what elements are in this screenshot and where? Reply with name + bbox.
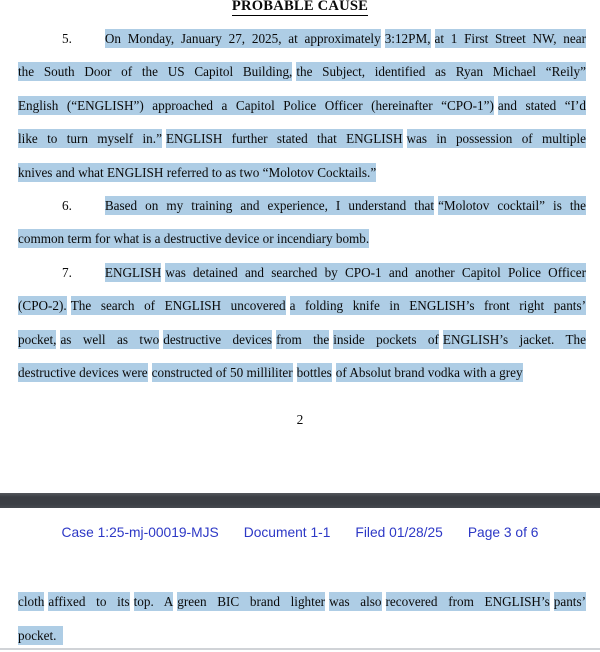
highlighted-text: bottles xyxy=(296,364,332,380)
highlighted-text: English (“ENGLISH”) approached a Capitol Police Officer (hereinafter “CPO-1”) xyxy=(18,97,494,113)
highlighted-text: at 1 First Street NW, near xyxy=(434,31,586,46)
text-line xyxy=(18,22,586,55)
text-line xyxy=(18,189,586,222)
highlighted-text: top. A xyxy=(133,594,174,610)
case-stamp-header xyxy=(0,524,600,541)
next-page-edge xyxy=(0,648,600,650)
case-number-stamp: Case 1:25-mj-00019-MJS xyxy=(61,525,219,541)
paragraph-number: 5. xyxy=(62,31,72,46)
paragraph-7 xyxy=(18,256,586,390)
highlighted-text: destructive devices were xyxy=(18,364,148,380)
highlighted-text: was detained and searched by CPO-1 and another Capitol Police Officer xyxy=(165,264,586,280)
highlighted-text: inside pockets of xyxy=(333,331,439,347)
text-line xyxy=(18,289,586,322)
highlighted-text: destructive devices xyxy=(163,331,273,347)
filed-date-stamp: Filed 01/28/25 xyxy=(355,525,443,541)
paragraph-number: 6. xyxy=(62,197,72,213)
highlighted-text: a folding knife in ENGLISH’s front right pants’ xyxy=(289,298,586,314)
highlighted-text: the South Door of the US Capitol Building, xyxy=(18,64,293,80)
highlighted-text: like to turn myself in.” xyxy=(18,131,162,147)
highlighted-text: was in possession of multiple xyxy=(406,131,586,147)
pdf-page-3 xyxy=(0,524,600,652)
page-separator-bar xyxy=(0,493,600,508)
highlighted-text: common term for what is a destructive device or incendiary bomb. xyxy=(18,231,370,247)
highlighted-text: as well as two xyxy=(60,331,160,347)
text-line xyxy=(18,256,586,289)
highlighted-text: ENGLISH xyxy=(104,264,162,280)
highlighted-text: 3:12PM, xyxy=(384,31,431,46)
highlighted-text: ENGLISH further stated that ENGLISH xyxy=(165,131,403,147)
highlighted-text: ENGLISH’s jacket. The xyxy=(442,331,586,347)
paragraph-5 xyxy=(18,22,586,189)
text-line xyxy=(18,585,586,618)
text-line xyxy=(18,619,586,652)
highlighted-text: of Absolut brand vodka with a grey xyxy=(335,364,523,380)
text-line xyxy=(18,122,586,155)
highlighted-text: On Monday, January 27, 2025, at approximately xyxy=(104,31,381,46)
highlighted-text: pocket, xyxy=(18,331,57,347)
highlighted-text: and stated “I’d xyxy=(497,97,586,113)
text-line xyxy=(18,323,586,356)
highlighted-text: The search of ENGLISH uncovered xyxy=(70,298,286,314)
text-line xyxy=(18,55,586,88)
text-line xyxy=(18,222,586,255)
document-number-stamp: Document 1-1 xyxy=(243,525,331,541)
page-count-stamp: Page 3 of 6 xyxy=(467,525,539,541)
paragraph-6 xyxy=(18,189,586,256)
highlighted-text: (CPO-2). xyxy=(18,298,67,314)
continuation-paragraph xyxy=(18,585,586,652)
highlighted-text: recovered from ENGLISH’s xyxy=(385,594,550,610)
section-heading xyxy=(0,0,600,15)
highlighted-text: Based on my training and experience, I understand that xyxy=(104,197,435,213)
text-line xyxy=(18,156,586,189)
page-3-body xyxy=(18,585,586,652)
highlighted-text: constructed of 50 milliliter xyxy=(151,364,293,380)
highlighted-text: was also xyxy=(329,594,382,610)
highlighted-text: pants’ xyxy=(553,594,586,610)
highlighted-text: from the xyxy=(276,331,330,347)
highlighted-text: “Molotov cocktail” is the xyxy=(438,197,586,213)
paragraph-number: 7. xyxy=(62,264,72,280)
section-title-text: PROBABLE CAUSE xyxy=(231,0,369,14)
highlighted-text: the Subject, identified as Ryan Michael “Reily” xyxy=(296,64,586,80)
highlighted-text: pocket. xyxy=(18,627,64,643)
highlighted-text: cloth xyxy=(18,594,45,610)
text-line xyxy=(18,356,586,389)
highlighted-text: knives and what ENGLISH referred to as two “Molotov Cocktails.” xyxy=(18,164,377,180)
text-line xyxy=(18,89,586,122)
page-number: 2 xyxy=(296,412,304,428)
highlighted-text: affixed to its xyxy=(48,594,130,610)
highlighted-text: green BIC brand lighter xyxy=(177,594,326,610)
page-2-body xyxy=(18,22,586,389)
